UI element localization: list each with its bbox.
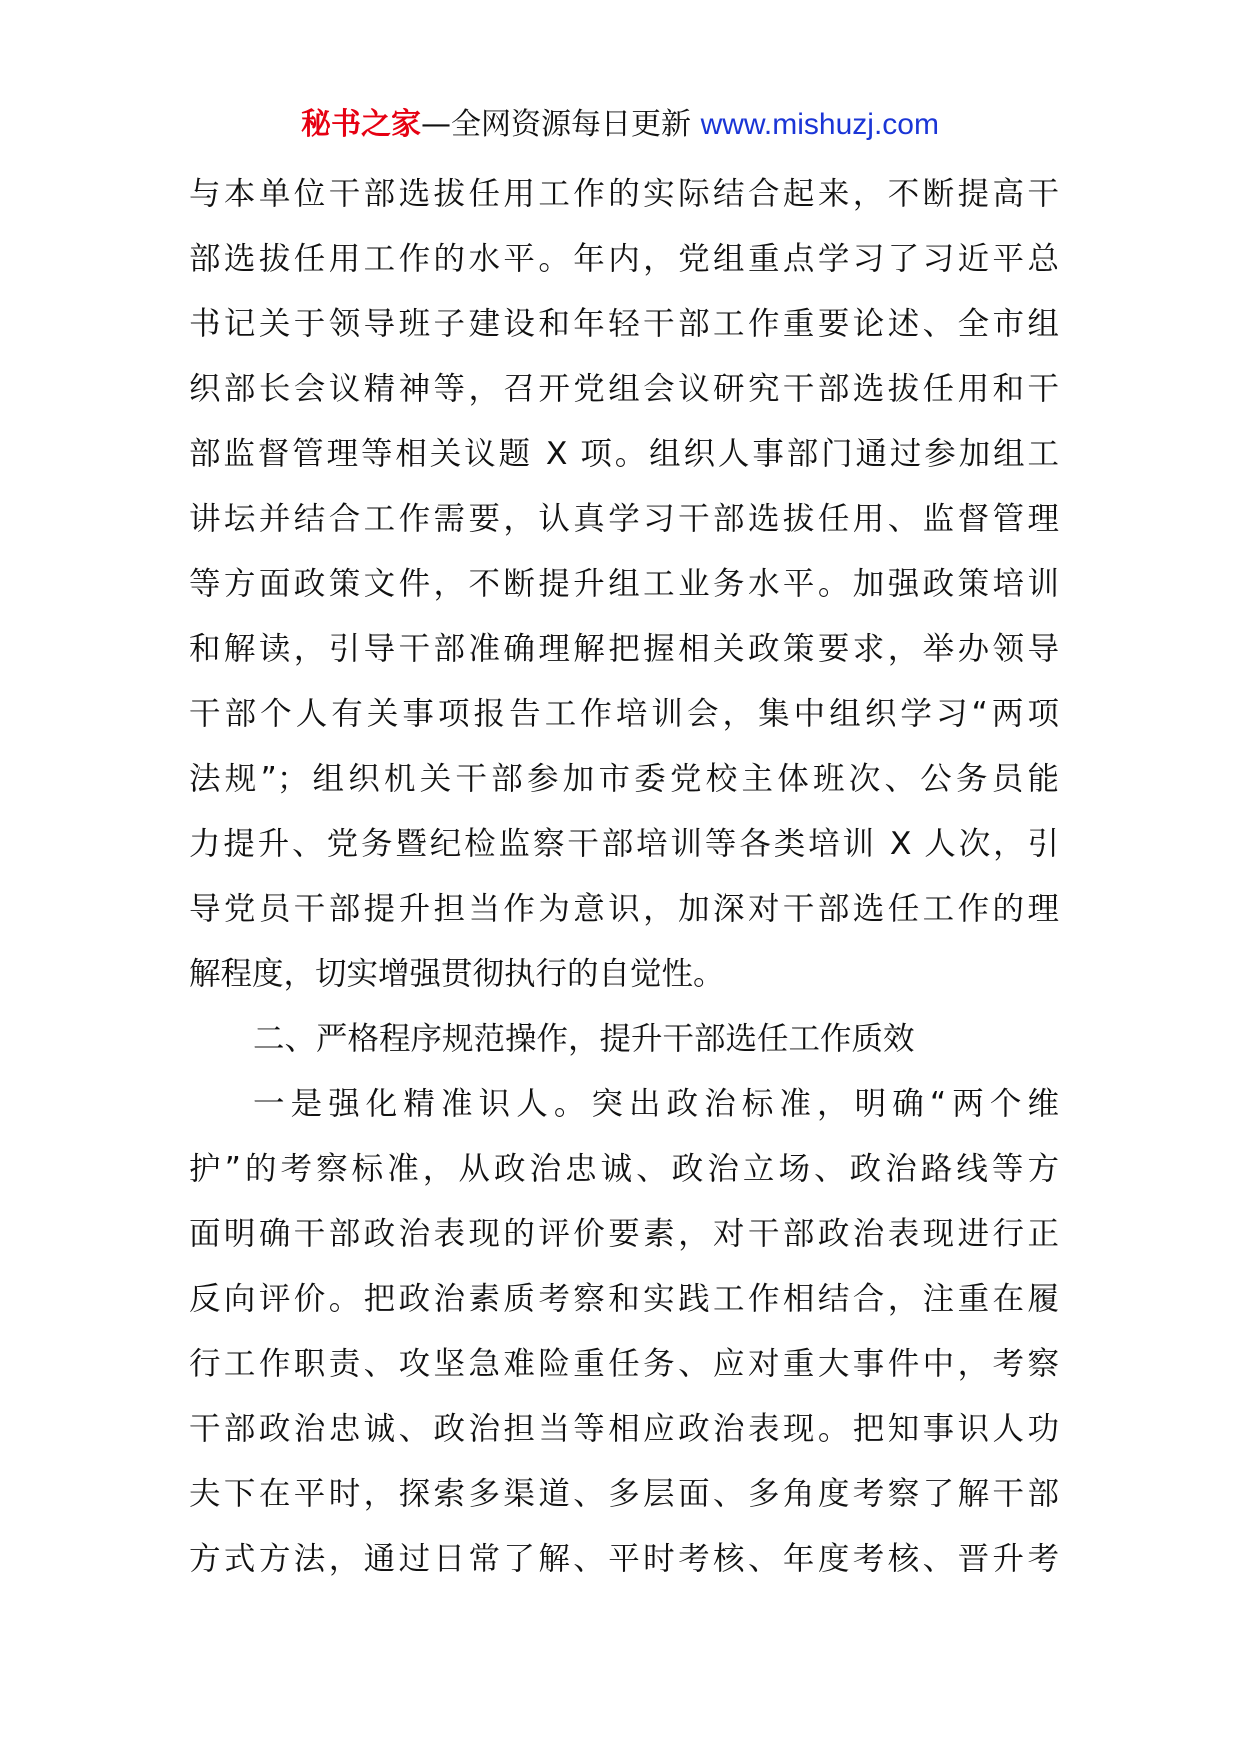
text-line: 夫下在平时，探索多渠道、多层面、多角度考察了解干部 <box>189 1476 1059 1512</box>
section-heading: 二、严格程序规范操作，提升干部选任工作质效 <box>253 1021 915 1057</box>
text-line: 反向评价。把政治素质考察和实践工作相结合，注重在履 <box>189 1281 1059 1317</box>
text-line: 讲坛并结合工作需要，认真学习干部选拔任用、监督管理 <box>189 501 1059 537</box>
text-line: 面明确干部政治表现的评价要素，对干部政治表现进行正 <box>189 1216 1059 1252</box>
text-line: 部选拔任用工作的水平。年内，党组重点学习了习近平总 <box>189 241 1059 277</box>
header-tagline: —全网资源每日更新 <box>421 107 701 142</box>
header-url: www.mishuzj.com <box>700 108 939 141</box>
text-line: 部监督管理等相关议题 X 项。组织人事部门通过参加组工 <box>189 436 1059 472</box>
text-line: 导党员干部提升担当作为意识，加深对干部选任工作的理 <box>189 891 1059 927</box>
text-line: 与本单位干部选拔任用工作的实际结合起来，不断提高干 <box>189 176 1059 212</box>
text-line: 方式方法，通过日常了解、平时考核、年度考核、晋升考 <box>189 1541 1059 1577</box>
text-line: 等方面政策文件，不断提升组工业务水平。加强政策培训 <box>189 566 1059 602</box>
text-line: 书记关于领导班子建设和年轻干部工作重要论述、全市组 <box>189 306 1059 342</box>
text-line: 织部长会议精神等，召开党组会议研究干部选拔任用和干 <box>189 371 1059 407</box>
text-line: 法规”；组织机关干部参加市委党校主体班次、公务员能 <box>189 761 1059 797</box>
text-line: 力提升、党务暨纪检监察干部培训等各类培训 X 人次，引 <box>189 826 1059 862</box>
text-line: 干部个人有关事项报告工作培训会，集中组织学习“两项 <box>189 696 1059 732</box>
header-brand: 秘书之家 <box>301 107 422 142</box>
body-text <box>189 162 1059 1592</box>
text-line: 和解读，引导干部准确理解把握相关政策要求，举办领导 <box>189 631 1059 667</box>
text-line: 干部政治忠诚、政治担当等相应政治表现。把知事识人功 <box>189 1411 1059 1447</box>
text-line: 解程度，切实增强贯彻执行的自觉性。 <box>189 956 725 992</box>
text-line: 一是强化精准识人。突出政治标准，明确“两个维 <box>253 1086 1059 1122</box>
text-line: 护”的考察标准，从政治忠诚、政治立场、政治路线等方 <box>189 1151 1059 1187</box>
page-header <box>0 100 1240 150</box>
text-line: 行工作职责、攻坚急难险重任务、应对重大事件中，考察 <box>189 1346 1059 1382</box>
